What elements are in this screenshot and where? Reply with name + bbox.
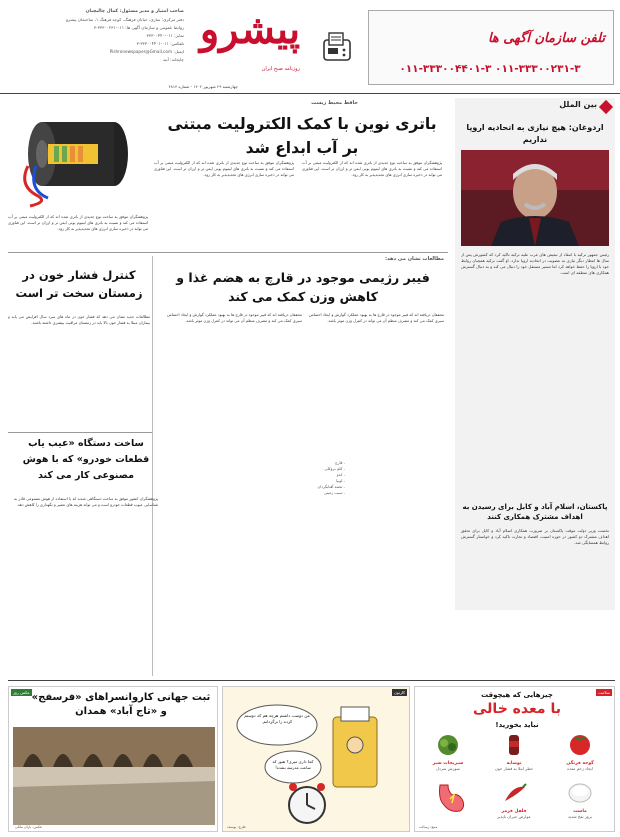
battery-body-3: پژوهشگران موفق به ساخت نوع جدیدی از باتری شده اند که از الکترولیت مبتنی بر آب استفاده می کند و نسبت به باتری های لیتیوم یونی ایمن تر و ارزان تر است. این فناوری می تواند در ذخیره سازی انرژی های تجدیدپذیر به کار رود. <box>8 214 148 231</box>
intl-section-title: بین الملل <box>559 100 597 109</box>
masthead <box>0 0 620 95</box>
ad-phone-box <box>368 10 614 85</box>
auto-headline: ساخت دستگاه «عیب یاب قطعات خودرو» که با هوش مصنوعی کار می کند <box>22 438 150 481</box>
erdogan-photo <box>461 150 609 246</box>
cartoon-panel <box>222 686 410 832</box>
fax-icon <box>320 30 354 64</box>
battery-body-1: پژوهشگران موفق به ساخت نوع جدیدی از باتری شده اند که از الکترولیت مبتنی بر آب استفاده می کند و نسبت به باتری های لیتیوم یونی ایمن تر و ارزان تر است. این فناوری می تواند در ذخیره سازی انرژی های تجدیدپذیر به کار رود. <box>302 160 442 177</box>
caravan-panel <box>8 686 218 832</box>
issue-line: چهارشنبه ۲۹ شهریور ۱۴۰۲ - شماره ۴۸۱۴ <box>168 84 238 89</box>
battery-kicker: حافظ محیط زیست <box>311 100 358 106</box>
battery-headline: باتری نوین با کمک الکترولیت مبتنی بر آب ابداع شد <box>167 115 437 157</box>
food-item-tomato: گوجه فرنگی ایجاد زخم معده <box>550 733 610 777</box>
food-tag: سلامت <box>598 690 610 695</box>
cartoon-tag: کارتون <box>393 690 405 695</box>
food-sub: نباید بخورید! <box>495 721 539 729</box>
intl-headline: اردوغان: هیچ نیازی به اتحادیه اروپا نداریم <box>466 123 604 144</box>
intl-body-2: نخست وزیر دولت موقت پاکستان بر ضرورت همکاری اسلام آباد و کابل برای تحقق اهداف مشترک دو کشور در حوزه امنیت، اقتصاد و تجارت تاکید کرد و خواستار گسترش روابط همسایگی شد. <box>461 528 609 545</box>
intl-headline-2: پاکستان، اسلام آباد و کابل برای رسیدن به اهداف مشترک همکاری کنند <box>462 503 608 521</box>
intl-body: رئیس جمهور ترکیه با انتقاد از تبعیض های غرب علیه ترکیه تاکید کرد که کشورش پس از سال ها انتظار دیگر نیازی به عضویت در اتحادیه اروپا ندارد. او گفت ترکیه همچنان روابط خود با اروپا را حفظ خواهد کرد اما مسیر مستقل خود را دنبال می کند و به دنبال گسترش همکاری های منطقه ای است. <box>461 252 609 275</box>
caravan-credit: عکس: باران ملکی <box>15 825 43 829</box>
masthead-info: صاحب امتیاز و مدیر مسئول: کمال چالیچیان دفتر مرکزی: ساری، خیابان فرهنگ، کوچه فرهنگ ۱، ساختمان پیشرو روابط عمومی و سازمان آگهی ها: ۰۱۱-۳۳۳۰۰۲۳۱-۳ نمابر: ۰۱۱-۳۳۳۰۰۴۴۰ تلفکس: ۰۱۱-۳۳۳۰۰۴۴۰۱-۳ ایمیل: Pishronewspaper@Gmail.com چاپخانه: آتیه <box>66 9 184 62</box>
food-kicker: چیزهایی که هیچوقت <box>481 691 553 699</box>
auto-story <box>8 436 158 676</box>
pressure-headline: کنترل فشار خون در زمستان سخت تر است <box>15 268 143 300</box>
food-item-yogurt: ماست بروز نفخ شدید <box>550 781 610 825</box>
stomach-illustration <box>418 781 478 825</box>
food-headline: با معده خالی <box>473 701 561 717</box>
pressure-story <box>8 256 150 426</box>
caravan-headline: ثبت جهانی کاروانسراهای «فرسفج» و «تاج آباد» همدان <box>31 692 211 717</box>
diet-kicker: مطالعات نشان می دهد: <box>385 256 444 262</box>
cartoon-drawing <box>223 687 411 833</box>
battery-image <box>8 106 148 210</box>
food-item-pepper: فلفل قرمز عوارض جبران ناپذیر <box>484 781 544 825</box>
food-item-greens: سبزیجات سبز سوزش سردل <box>418 733 478 777</box>
battery-body-2: پژوهشگران موفق به ساخت نوع جدیدی از باتری شده اند که از الکترولیت مبتنی بر آب استفاده می کند و نسبت به باتری های لیتیوم یونی ایمن تر و ارزان تر است. این فناوری می تواند در ذخیره سازی انرژی های تجدیدپذیر به کار رود. <box>154 160 294 177</box>
ad-title: تلفن سازمان آگهی ها <box>487 31 605 46</box>
ad-phones: ۰۱۱-۳۳۳۰۰۲۳۱-۳ ۰۱۱-۳۳۳۰۰۴۴۰۱-۳ <box>399 63 581 75</box>
diet-story <box>155 256 448 364</box>
diet-body-1: محققان دریافته اند که فیبر موجود در قارچ ها به بهبود عملکرد گوارش و ایجاد احساس سیری کمک می کند و مصرف منظم آن می تواند در کنترل وزن موثر باشد. <box>309 312 444 323</box>
pressure-body: مطالعات جدید نشان می دهد که فشار خون در ماه های سرد سال افزایش می یابد و بیماران مبتلا به فشار خون بالا باید در زمستان مراقبت بیشتری داشته باشند. <box>8 314 150 325</box>
diet-body-2: محققان دریافته اند که فیبر موجود در قارچ ها به بهبود عملکرد گوارش و ایجاد احساس سیری کمک می کند و مصرف منظم آن می تواند در کنترل وزن موثر باشد. <box>167 312 302 323</box>
intl-column <box>455 98 615 610</box>
cartoon-bubble-1: من دوست داشتم هرچه هم که دوستم کرده را برگردانم. <box>244 713 310 724</box>
battery-story <box>8 98 448 250</box>
food-credit: منبع: رسالت <box>419 825 438 829</box>
caravan-kicker: عکس روز <box>13 690 30 695</box>
cartoon-credit: طرح: یوسف <box>227 825 246 829</box>
food-item-soda: نوشابه خطر ابتلا به فشار خون <box>484 733 544 777</box>
section-bullet-icon <box>599 100 613 114</box>
caravan-photo <box>13 727 215 825</box>
diet-headline: فیبر رژیمی موجود در قارچ به هضم غذا و کاهش وزن کمک می کند <box>176 270 430 304</box>
cartoon-bubble-2: کجا داری میری؟ هنوز که ساعت مدرسه نشده! <box>272 759 314 770</box>
newspaper-logo: پیشرو روزنامه صبح ایران <box>199 6 301 72</box>
food-panel <box>414 686 615 832</box>
auto-body: پژوهشگران کشور موفق به ساخت دستگاهی شدند که با استفاده از هوش مصنوعی قادر به شناسایی عیوب قطعات خودرو است و می تواند هزینه های تعمیر و نگهداری را کاهش دهد. <box>14 496 158 507</box>
diet-list: - قارچ - کلم بروکلی - کدو - لوبیا - تخمه آفتابگردان - سیب زمینی <box>317 460 345 495</box>
